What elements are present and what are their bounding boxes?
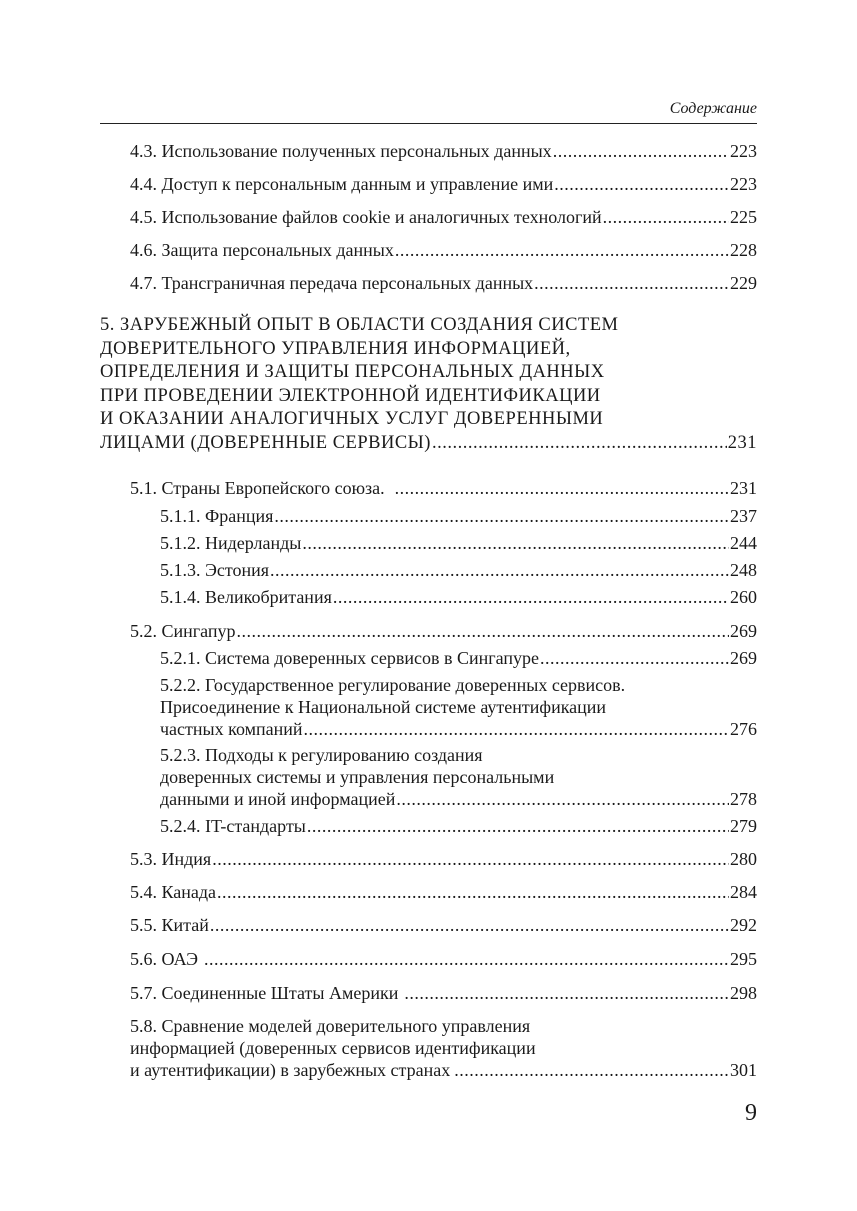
toc-entry-5-1: [130, 477, 757, 499]
toc-page-number: 276: [730, 719, 757, 739]
leader-dots: [554, 173, 729, 195]
toc-entry-label: информацией (доверенных сервисов идентификации: [130, 1038, 536, 1058]
toc-entry-label: 5.1. Страны Европейского союза.: [130, 478, 385, 498]
toc-chapter-5: [100, 314, 757, 455]
toc-entry-5-1-2: [160, 532, 757, 554]
toc-page-number: 284: [730, 882, 757, 902]
toc-entry-label: 5.2.2. Государственное регулирование доверенных сервисов.: [160, 675, 626, 695]
toc-entry-label: 5.1.1. Франция: [160, 506, 274, 526]
toc-page-number: 231: [730, 478, 757, 498]
toc-entry-label: 5.7. Соединенные Штаты Америки: [130, 983, 399, 1003]
toc-entry-label: 5.1.2. Нидерланды: [160, 533, 302, 553]
leader-dots: [540, 647, 729, 669]
header-rule: [100, 123, 757, 124]
toc-entry-label: 4.5. Использование файлов cookie и аналогичных технологий: [130, 207, 602, 227]
toc-page-number: 278: [730, 789, 757, 809]
toc-entry-label: 5.2.3. Подходы к регулированию создания: [160, 745, 483, 765]
toc-entry-4-4: [130, 173, 757, 195]
toc-entry-5-2-2: [160, 674, 757, 740]
leader-dots: [553, 140, 729, 162]
toc-page-number: 292: [730, 915, 757, 935]
toc-entry-label: 5.4. Канада: [130, 882, 217, 902]
toc-page-number: 231: [727, 432, 757, 453]
chapter-title-line: ЛИЦАМИ (ДОВЕРЕННЫЕ СЕРВИСЫ): [100, 432, 431, 453]
toc-entry-5-1-3: [160, 559, 757, 581]
toc-entry-5-1-4: [160, 586, 757, 608]
toc-page-number: 295: [730, 949, 757, 969]
leader-dots: [274, 505, 729, 527]
toc-entry-5-8: [130, 1015, 757, 1081]
leader-dots: [432, 432, 727, 456]
chapter-title-line: 5. ЗАРУБЕЖНЫЙ ОПЫТ В ОБЛАСТИ СОЗДАНИЯ СИСТЕМ: [100, 315, 619, 335]
toc-entry-4-5: [130, 206, 757, 228]
leader-dots: [204, 948, 729, 970]
toc-entry-label: 4.6. Защита персональных данных: [130, 240, 394, 260]
page-number: 9: [745, 1100, 757, 1126]
toc-page-number: 228: [730, 240, 757, 260]
toc-page-number: 279: [730, 816, 757, 836]
toc-entry-label: 4.7. Трансграничная передача персональных данных: [130, 273, 534, 293]
toc-entry-label: 5.8. Сравнение моделей доверительного управления: [130, 1016, 531, 1036]
toc-entry-label: данными и иной информацией: [160, 789, 396, 809]
toc-page-number: 237: [730, 506, 757, 526]
leader-dots: [270, 559, 729, 581]
leader-dots: [603, 206, 729, 228]
toc-entry-5-6: [130, 948, 757, 970]
leader-dots: [302, 532, 729, 554]
leader-dots: [534, 272, 729, 294]
toc-entry-label: и аутентификации) в зарубежных странах: [130, 1060, 451, 1080]
leader-dots: [395, 477, 729, 499]
toc-entry-5-2-4: [160, 815, 757, 837]
leader-dots: [304, 718, 729, 740]
toc-entry-4-3: [130, 140, 757, 162]
toc-entry-5-1-1: [160, 505, 757, 527]
toc-entry-5-2-1: [160, 647, 757, 669]
toc-entry-label: частных компаний: [160, 719, 303, 739]
chapter-title-line: ОПРЕДЕЛЕНИЯ И ЗАЩИТЫ ПЕРСОНАЛЬНЫХ ДАННЫХ: [100, 362, 605, 382]
chapter-title-line: И ОКАЗАНИИ АНАЛОГИЧНЫХ УСЛУГ ДОВЕРЕННЫМИ: [100, 409, 604, 429]
toc-page-number: 223: [730, 141, 757, 161]
toc-entry-label: 5.5. Китай: [130, 915, 209, 935]
toc-entry-label: Присоединение к Национальной системе аутентификации: [160, 697, 607, 717]
toc-page-number: 269: [730, 648, 757, 668]
toc-entry-5-3: [130, 848, 757, 870]
toc-entry-5-7: [130, 982, 757, 1004]
toc-page-number: 229: [730, 273, 757, 293]
leader-dots: [404, 982, 729, 1004]
toc-entry-5-4: [130, 881, 757, 903]
toc-entry-label: 5.1.4. Великобритания: [160, 587, 332, 607]
toc-entry-5-2-3: [160, 744, 757, 810]
toc-page-number: 298: [730, 983, 757, 1003]
toc-entry-label: доверенных системы и управления персональными: [160, 767, 555, 787]
toc-entry-label: 5.6. ОАЭ: [130, 949, 199, 969]
toc-page-number: 301: [730, 1060, 757, 1080]
toc-page-number: 248: [730, 560, 757, 580]
leader-dots: [210, 914, 729, 936]
leader-dots: [454, 1059, 729, 1081]
toc-entry-label: 5.2. Сингапур: [130, 621, 236, 641]
toc-entry-label: 4.4. Доступ к персональным данным и управление ими: [130, 174, 554, 194]
leader-dots: [307, 815, 729, 837]
running-title: Содержание: [669, 100, 757, 117]
toc-page-number: 223: [730, 174, 757, 194]
toc-entry-5-5: [130, 914, 757, 936]
leader-dots: [395, 239, 729, 261]
toc-entry-label: 5.2.1. Система доверенных сервисов в Сингапуре: [160, 648, 539, 668]
toc-page-number: 225: [730, 207, 757, 227]
leader-dots: [212, 848, 729, 870]
chapter-title-line: ДОВЕРИТЕЛЬНОГО УПРАВЛЕНИЯ ИНФОРМАЦИЕЙ,: [100, 338, 571, 359]
toc-entry-4-6: [130, 239, 757, 261]
toc-page-number: 244: [730, 533, 757, 553]
toc-entry-label: 4.3. Использование полученных персональных данных: [130, 141, 552, 161]
toc-entry-label: 5.2.4. IT-стандарты: [160, 816, 306, 836]
toc-page-number: 260: [730, 587, 757, 607]
toc-entry-4-7: [130, 272, 757, 294]
toc-entry-label: 5.1.3. Эстония: [160, 560, 270, 580]
chapter-title-line: ПРИ ПРОВЕДЕНИИ ЭЛЕКТРОННОЙ ИДЕНТИФИКАЦИИ: [100, 385, 601, 406]
leader-dots: [333, 586, 729, 608]
toc-entry-label: 5.3. Индия: [130, 849, 212, 869]
toc-page-number: 280: [730, 849, 757, 869]
leader-dots: [217, 881, 729, 903]
toc-page-number: 269: [730, 621, 757, 641]
toc-entry-5-2: [130, 620, 757, 642]
leader-dots: [396, 788, 729, 810]
leader-dots: [237, 620, 729, 642]
